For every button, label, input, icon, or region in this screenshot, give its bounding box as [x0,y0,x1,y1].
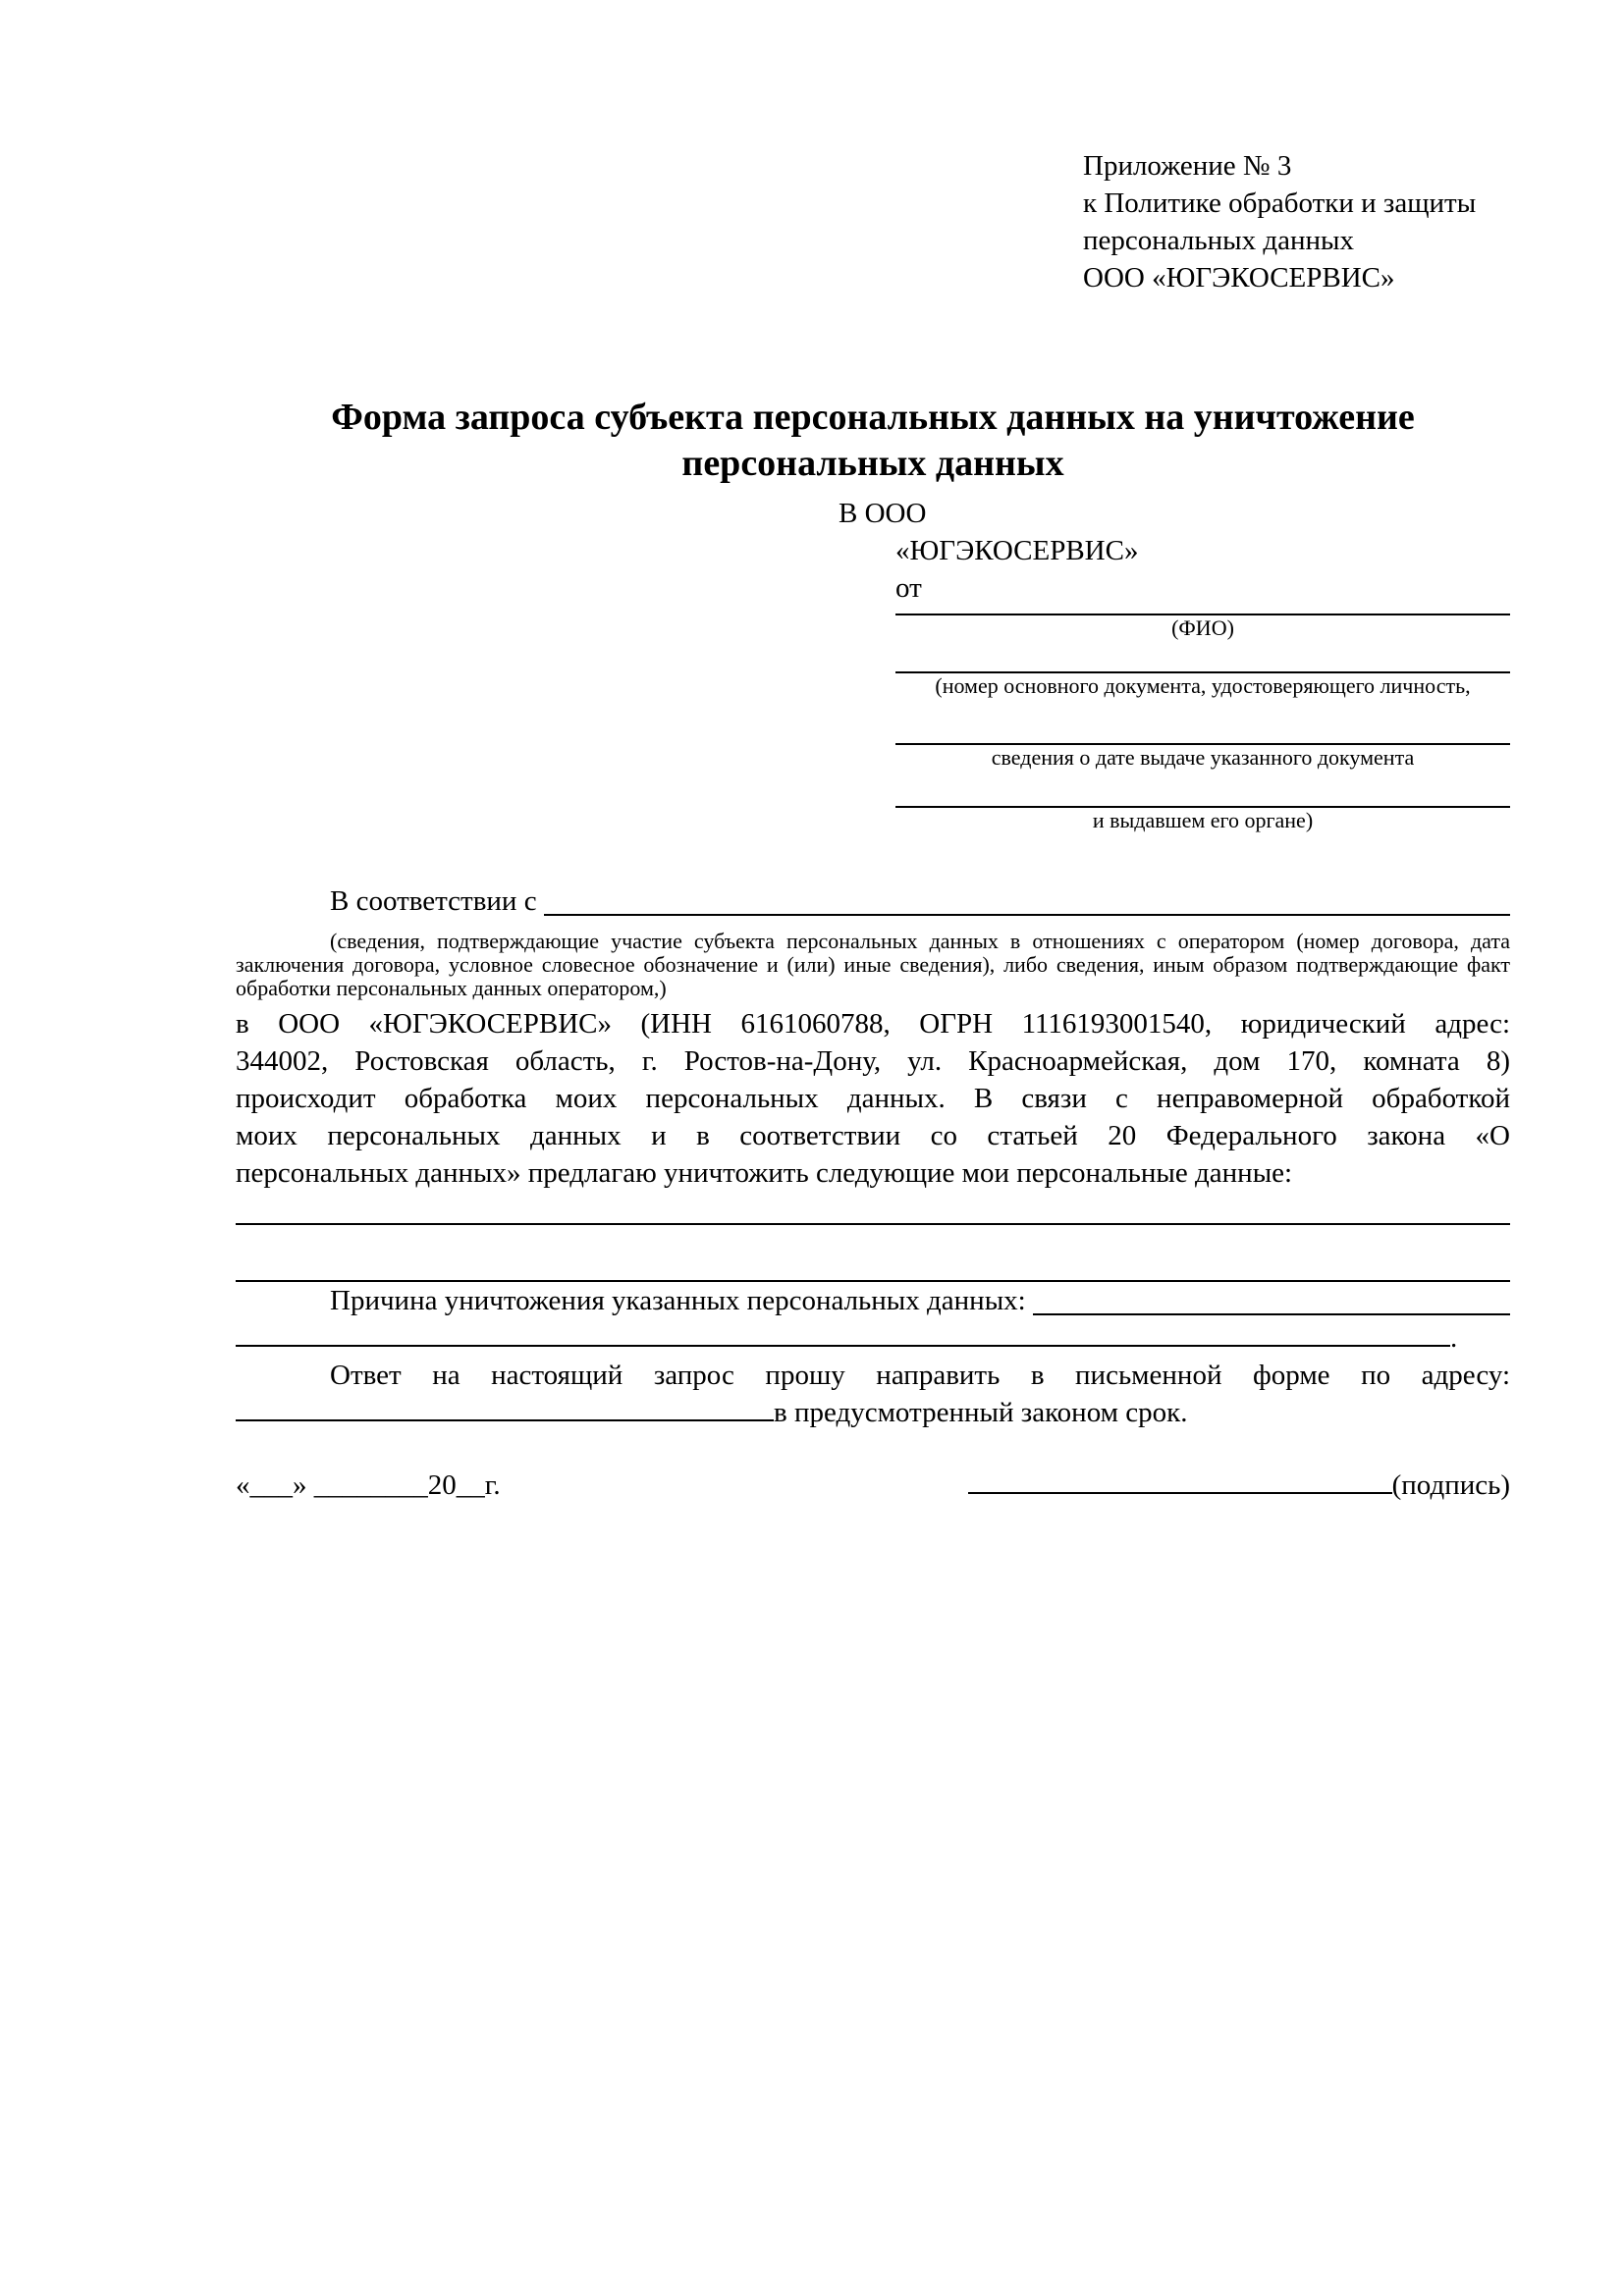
appendix-header [1083,147,1476,296]
accordance-fill-line [544,882,1510,916]
appendix-header-line: персональных данных [1083,225,1355,256]
signature-field [968,1467,1510,1504]
issue-date-fill-line [895,699,1510,745]
answer-address-line [236,1394,1510,1431]
data-fill-line [236,1192,1510,1225]
main-text [236,882,1510,1504]
signature-caption: (подпись) [1391,1469,1510,1501]
body-line: персональных данных» предлагаю уничтожить следующие мои персональные данные: [236,1157,1293,1189]
signature-fill-line [968,1490,1392,1494]
issuing-authority-caption: и выдавшем его органе) [1092,808,1314,832]
body-line: 344002, Ростовская область, г. Ростов-на-Дону, ул. Красноармейская, дом 170, комната 8) [236,1045,1510,1077]
addressee-block [839,495,1510,833]
addressee-from-label: от [895,572,922,604]
accordance-note-line: (сведения, подтверждающие участие субъекта персональных данных в отношениях с оператором (номер договора, дата [330,929,1510,953]
accordance-lead: В соответствии с [330,885,537,917]
appendix-header-line: Приложение № 3 [1083,150,1292,182]
appendix-header-line: к Политике обработки и защиты [1083,187,1477,219]
address-fill-line [236,1417,774,1421]
body-line: моих персональных данных и в соответствии со статьей 20 Федерального закона «О [236,1120,1510,1151]
fio-fill-line [895,607,1510,615]
date-signature-row [236,1467,1510,1504]
accordance-note-line: обработки персональных данных оператором,) [236,976,667,1000]
document-number-caption: (номер основного документа, удостоверяющего личность, [935,673,1471,698]
document-title-line: персональных данных [681,443,1064,484]
appendix-header-line: ООО «ЮГЭКОСЕРВИС» [1083,262,1395,294]
issue-date-caption: сведения о дате выдаче указанного документа [991,745,1415,770]
data-fill-line [236,1225,1510,1282]
document-number-fill-line [895,641,1510,673]
reason-continuation-line [236,1319,1510,1357]
fio-caption: (ФИО) [1171,615,1234,640]
issuing-authority-fill-line [895,771,1510,808]
accordance-line [236,882,1510,920]
date-field: «___» ________20__г. [236,1469,501,1501]
answer-term-text: в предусмотренный законом срок. [774,1397,1188,1428]
accordance-note [236,930,1510,1000]
document-title [236,395,1510,487]
addressee-to: В ООО [839,498,927,529]
answer-line: Ответ на настоящий запрос прошу направить в письменной форме по адресу: [330,1360,1510,1391]
reason-line [236,1282,1510,1319]
reason-fill-line-2 [236,1343,1450,1347]
accordance-note-line: заключения договора, условное словесное обозначение и (или) иные сведения), либо сведения, иным образом подтверждающие факт [236,952,1510,977]
document-title-line: Форма запроса субъекта персональных данных на уничтожение [331,397,1415,438]
reason-lead: Причина уничтожения указанных персональных данных: [330,1285,1026,1316]
reason-fill-line [1033,1282,1510,1315]
addressee-org: «ЮГЭКОСЕРВИС» [895,535,1139,566]
body-paragraph [236,1005,1510,1192]
body-line: в ООО «ЮГЭКОСЕРВИС» (ИНН 6161060788, ОГРН 1116193001540, юридический адрес: [236,1008,1510,1040]
reason-period: . [1450,1322,1458,1354]
body-line: происходит обработка моих персональных данных. В связи с неправомерной обработкой [236,1083,1510,1114]
